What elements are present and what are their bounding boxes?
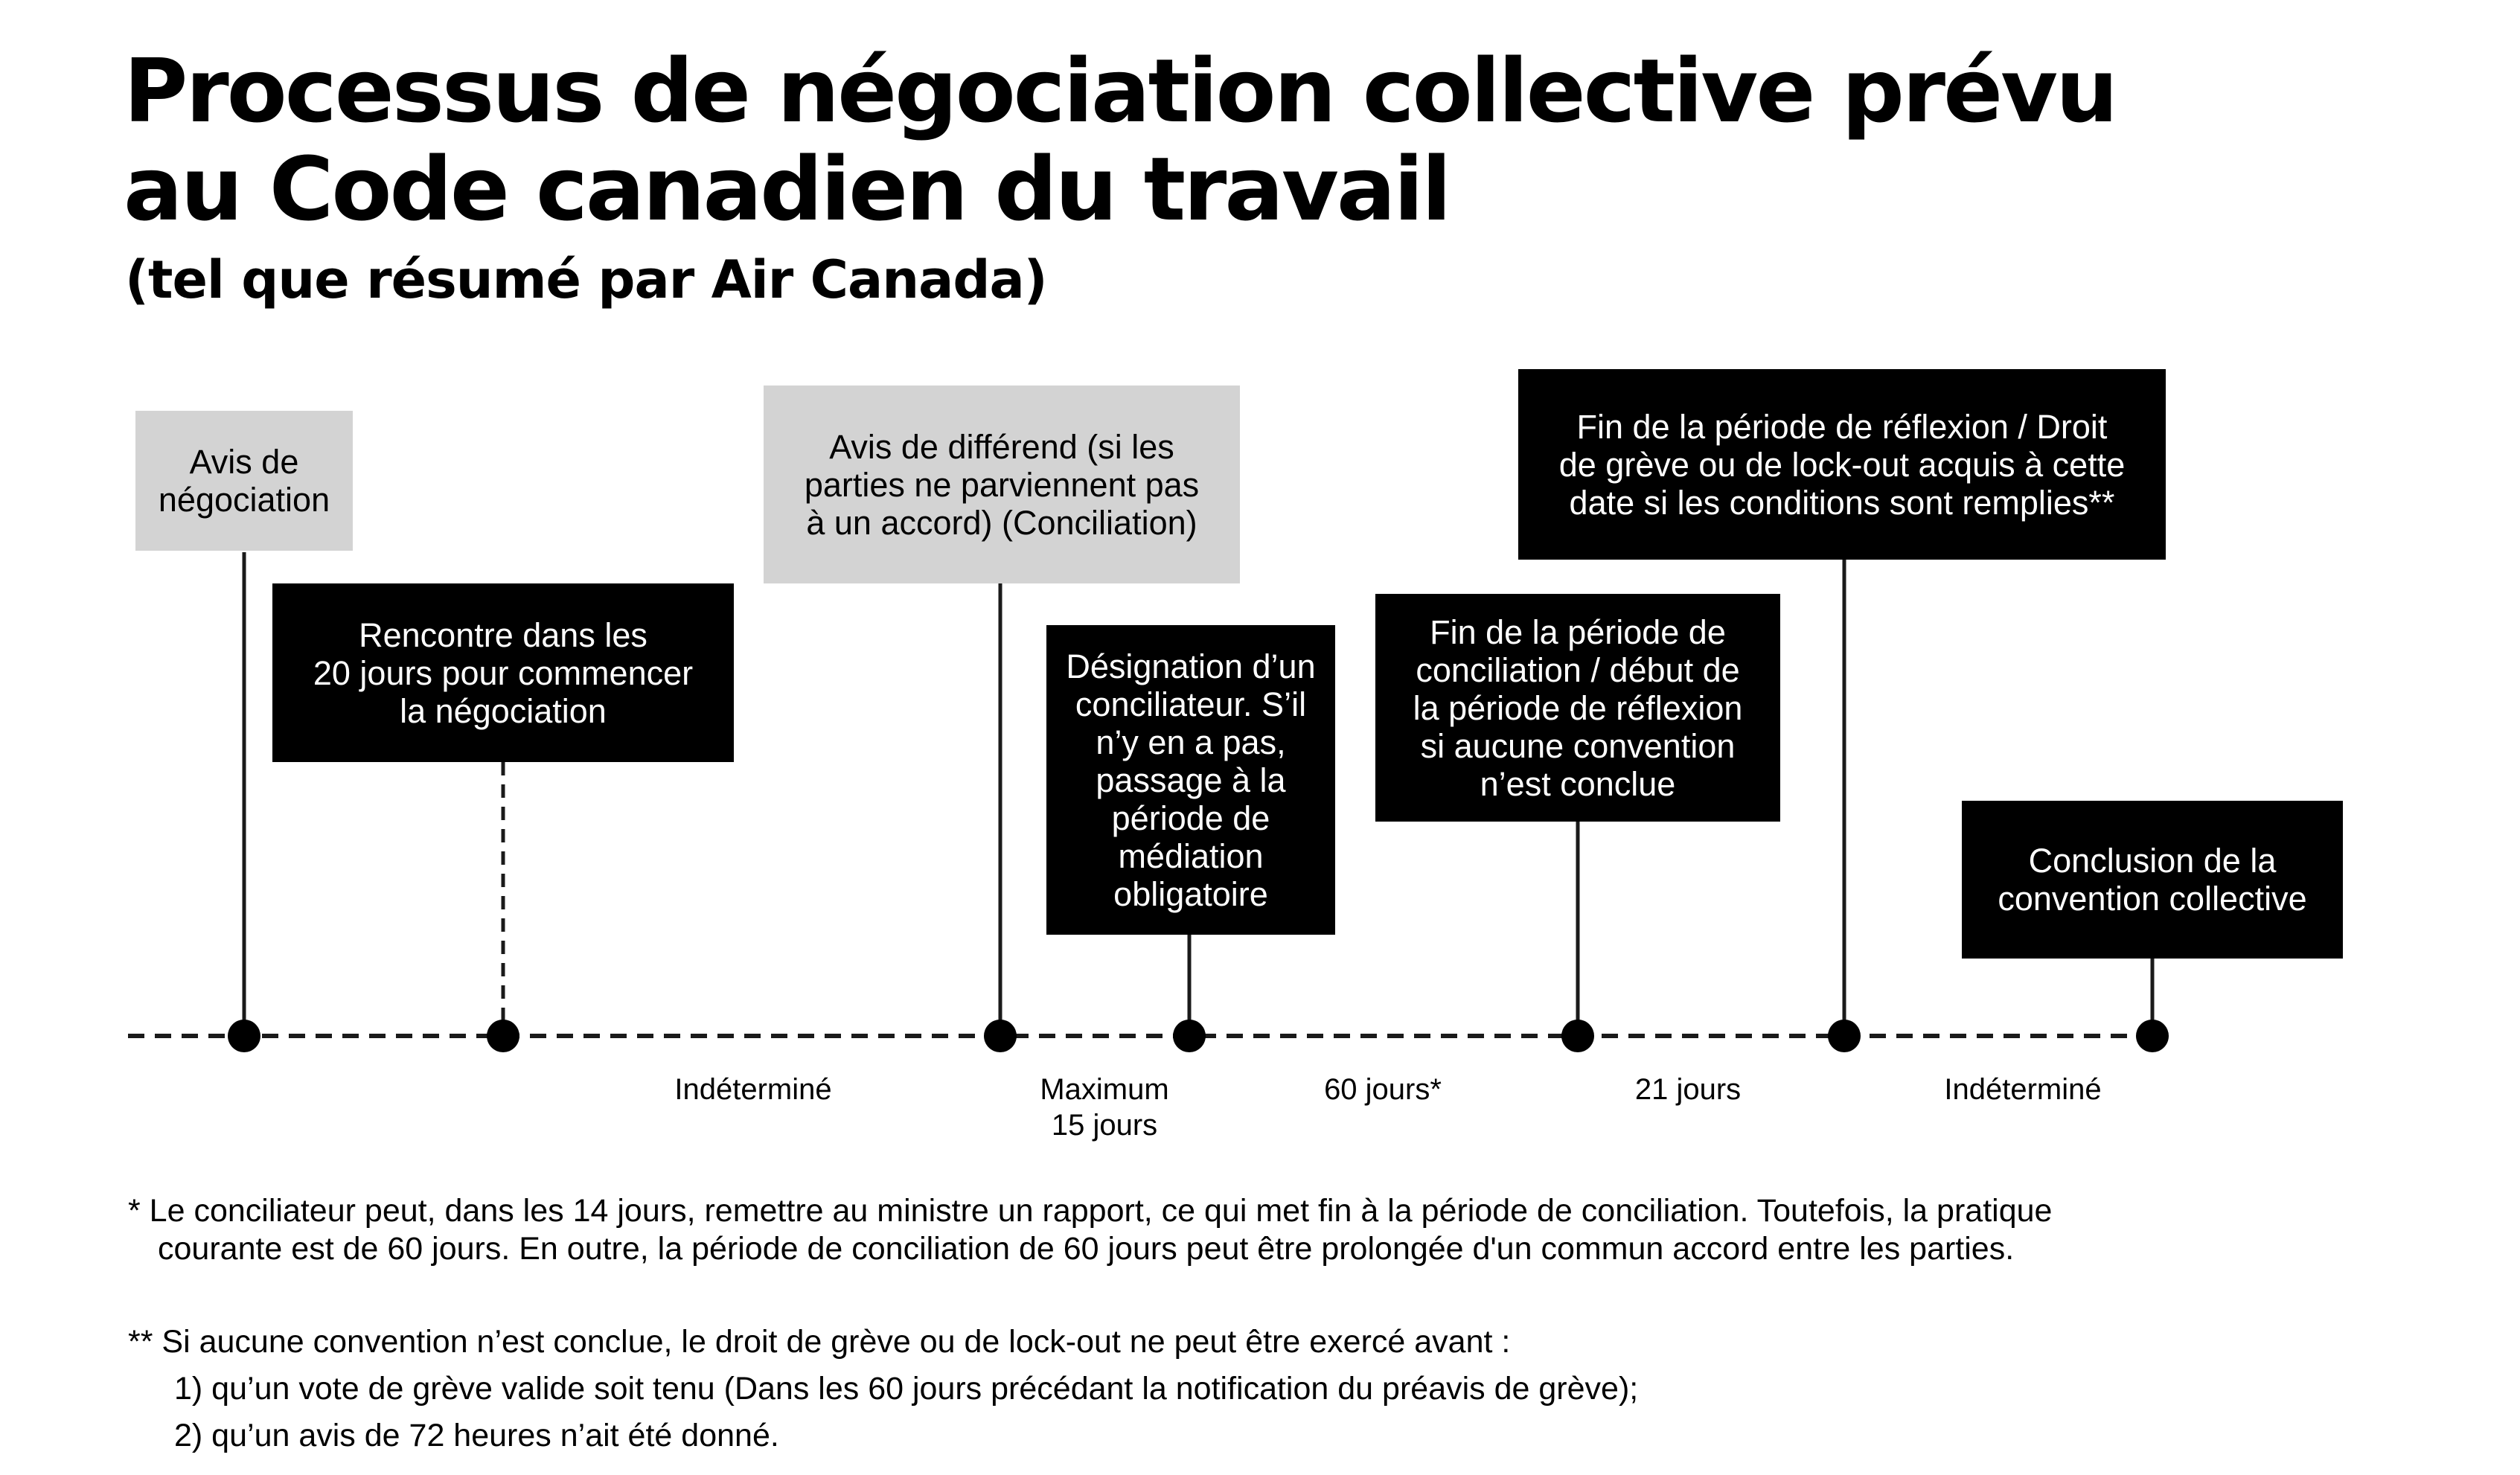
event-box-fin-reflexion xyxy=(1518,369,2166,560)
event-text-line: conciliateur. S’il xyxy=(1075,685,1307,723)
event-text-line: Avis de xyxy=(189,443,299,481)
duration-text-line: 60 jours* xyxy=(1324,1073,1442,1106)
footnote-line: courante est de 60 jours. En outre, la période de conciliation de 60 jours peut être prolongée d'un commun accord entre les parties. xyxy=(158,1231,2015,1267)
event-text-line: Conclusion de la xyxy=(2028,842,2277,880)
event-text-line: Fin de la période de réflexion / Droit xyxy=(1576,407,2108,446)
event-text-line: Fin de la période de xyxy=(1430,612,1726,651)
event-box-avis-differend xyxy=(764,385,1240,583)
duration-label-5 xyxy=(1944,1072,2101,1107)
event-box-avis-negociation xyxy=(135,411,353,551)
duration-label-3 xyxy=(1324,1072,1442,1107)
event-box-designation-conciliateur xyxy=(1046,625,1335,935)
duration-text-line: 21 jours xyxy=(1634,1073,1742,1106)
timeline-node-6 xyxy=(1828,1020,1861,1052)
duration-text-line: Indéterminé xyxy=(674,1073,832,1106)
page-title-line-1: Processus de négociation collective prévu xyxy=(124,39,2117,142)
event-text-line: à un accord) (Conciliation) xyxy=(806,503,1197,542)
footnote-line: 2) qu’un avis de 72 heures n’ait été donné. xyxy=(174,1418,779,1453)
event-text-line: n’est conclue xyxy=(1480,764,1676,803)
duration-text-line: Maximum xyxy=(1040,1073,1169,1106)
event-text-line: n’y en a pas, xyxy=(1096,723,1286,761)
timeline-node-3 xyxy=(984,1020,1017,1052)
event-text-line: Rencontre dans les xyxy=(359,615,647,654)
event-text-line: parties ne parviennent pas xyxy=(804,465,1200,504)
footnote-single-asterisk xyxy=(128,1192,2052,1268)
footnote-line: * Le conciliateur peut, dans les 14 jours, remettre au ministre un rapport, ce qui met fin à la période de conciliation. Toutefois, la pratique xyxy=(128,1193,2053,1229)
duration-text-line: Indéterminé xyxy=(1944,1073,2102,1106)
event-text-line: convention collective xyxy=(1998,880,2307,918)
event-text-line: date si les conditions sont remplies** xyxy=(1569,483,2115,522)
footnote-line: ** Si aucune convention n’est conclue, le droit de grève ou de lock-out ne peut être exercé avant : xyxy=(128,1324,1511,1360)
timeline-node-7 xyxy=(2136,1020,2169,1052)
event-text-line: la période de réflexion xyxy=(1413,688,1743,727)
event-box-rencontre xyxy=(272,583,734,762)
event-text-line: de grève ou de lock-out acquis à cette xyxy=(1558,445,2126,484)
timeline-node-4 xyxy=(1173,1020,1206,1052)
duration-label-4 xyxy=(1635,1072,1741,1107)
timeline-node-5 xyxy=(1561,1020,1594,1052)
event-text-line: passage à la xyxy=(1096,761,1286,799)
footnote-double-asterisk xyxy=(128,1323,1638,1455)
event-text-line: obligatoire xyxy=(1113,874,1268,913)
event-box-conclusion-convention xyxy=(1962,801,2343,959)
event-text-line: Désignation d’un xyxy=(1066,647,1316,685)
event-text-line: période de xyxy=(1111,799,1270,837)
event-text-line: la négociation xyxy=(400,691,607,730)
event-text-line: Avis de différend (si les xyxy=(829,427,1174,466)
footnote-line: 1) qu’un vote de grève valide soit tenu (Dans les 60 jours précédant la notification du préavis de grève); xyxy=(174,1371,1639,1407)
page-subtitle: (tel que résumé par Air Canada) xyxy=(125,249,1047,310)
event-box-fin-conciliation xyxy=(1375,594,1780,822)
event-text-line: si aucune convention xyxy=(1420,726,1736,765)
timeline-node-2 xyxy=(487,1020,519,1052)
event-text-line: négociation xyxy=(158,481,330,519)
timeline-node-1 xyxy=(228,1020,260,1052)
duration-text-line: 15 jours xyxy=(1051,1109,1158,1142)
event-text-line: conciliation / début de xyxy=(1416,650,1740,689)
duration-label-2 xyxy=(1040,1072,1168,1143)
event-text-line: 20 jours pour commencer xyxy=(313,653,694,692)
page-title-line-2: au Code canadien du travail xyxy=(124,138,1450,240)
event-text-line: médiation xyxy=(1118,836,1264,875)
duration-label-1 xyxy=(674,1072,831,1107)
